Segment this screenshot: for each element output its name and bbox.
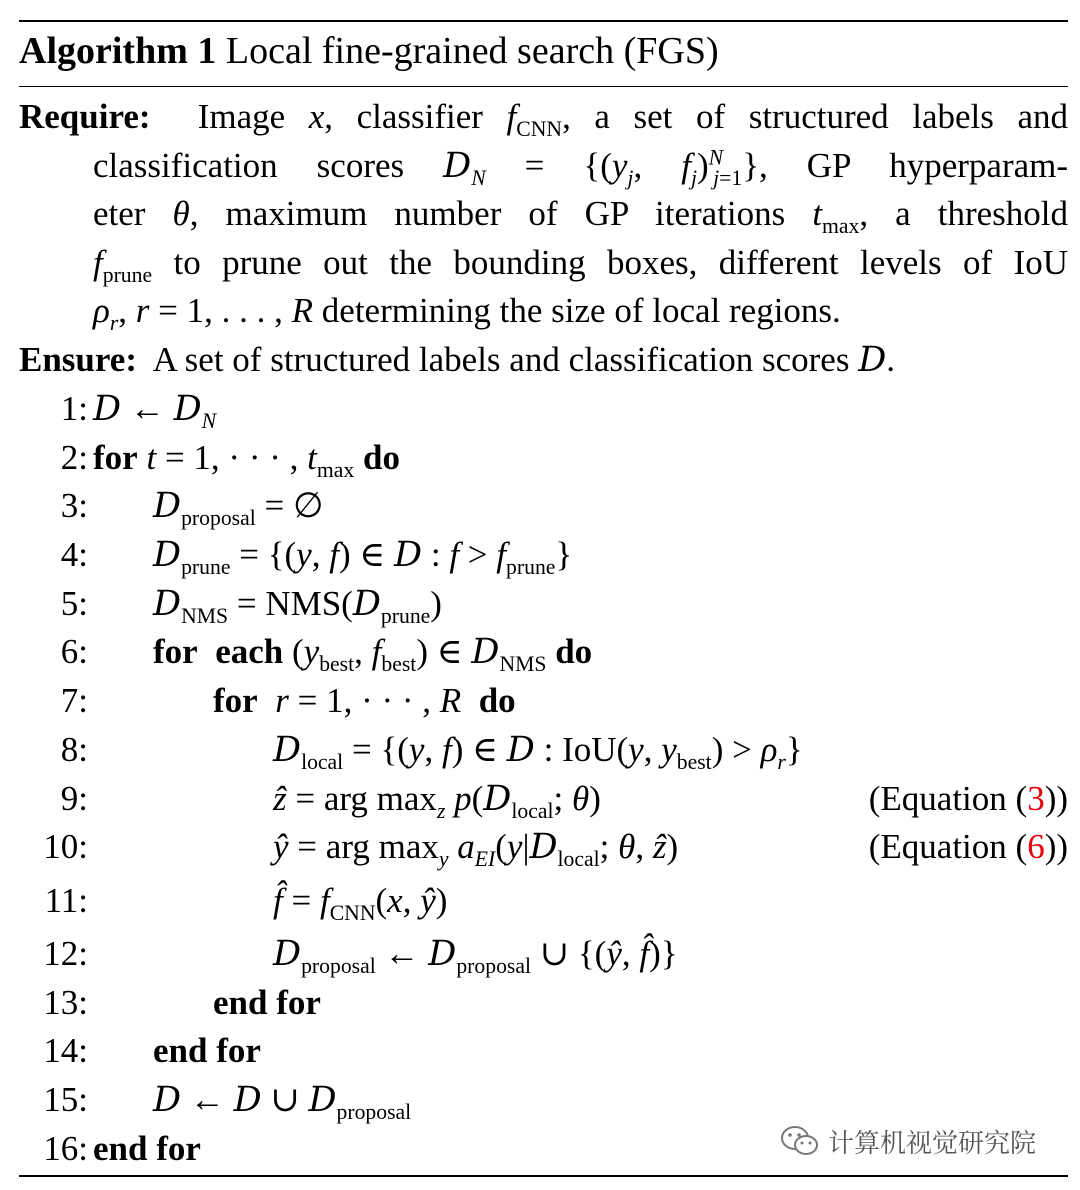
- top-rule: [19, 20, 1068, 22]
- step-number: 7:: [60, 681, 88, 721]
- step-number: 12:: [43, 933, 88, 973]
- require-line-5: $\rho_r$, r = 1, . . . , R determining the size of local regions.: [93, 291, 841, 336]
- require-line-2: classification scores $D_N = \{(y_j$, $f_j)^N_{j=1}$}, GP hyperparam-: [93, 144, 1069, 190]
- step-text: $D_{local} = \{(y$, f) ∈ D : IoU(y, $y_{best}) > \rho_r$}: [273, 729, 803, 774]
- step-number: 4:: [60, 535, 88, 575]
- step-number: 9:: [60, 778, 88, 818]
- step-3: [19, 482, 1068, 531]
- ensure-label: Ensure:: [19, 340, 137, 379]
- step-4: [19, 531, 1068, 580]
- algorithm-label: Algorithm 1: [19, 30, 217, 72]
- step-text: ŷ = arg $\max_y a_{EI}(y|D_{local}$; θ, ẑ): [273, 827, 679, 872]
- algorithm-steps: [19, 385, 1068, 1173]
- step-text: for r = 1, · · · , R do: [213, 681, 516, 721]
- step-text: for t = 1, · · · , $t_{max}$ do: [93, 437, 400, 482]
- step-text: end for: [93, 1128, 201, 1168]
- watermark: [780, 1120, 1036, 1162]
- step-10: [19, 823, 1068, 872]
- step-number: 3:: [60, 486, 88, 526]
- step-number: 13:: [43, 982, 88, 1022]
- step-8: [19, 726, 1068, 775]
- step-text: for each ($y_{best}$, $f_{best}$) ∈ $D_{NMS}$ do: [153, 632, 593, 677]
- step-12: [19, 930, 1068, 979]
- equation-link[interactable]: 3: [1027, 778, 1045, 818]
- step-6: [19, 628, 1068, 677]
- equation-link[interactable]: 6: [1027, 827, 1045, 867]
- step-number: 6:: [60, 632, 88, 672]
- algorithm-name: Local fine-grained search (FGS): [225, 30, 719, 72]
- step-number: 11:: [44, 880, 88, 920]
- step-2: [19, 434, 1068, 483]
- step-7: [19, 677, 1068, 726]
- wechat-icon: [780, 1124, 820, 1158]
- require-line-3: eter θ, maximum number of GP iterations $t_{max}$, a threshold: [93, 194, 1068, 239]
- step-text: D ← D ∪ $D_{proposal}$: [153, 1079, 412, 1124]
- ensure-block: Ensure: A set of structured labels and classification scores D.: [19, 340, 896, 380]
- equation-reference: (Equation (3)): [868, 778, 1068, 818]
- algorithm-title: [19, 23, 719, 79]
- step-number: 15:: [43, 1079, 88, 1119]
- require-label: Require:: [19, 97, 151, 136]
- step-text: D ← $D_N$: [93, 389, 217, 433]
- equation-reference: (Equation (6)): [868, 827, 1068, 867]
- require-line-4: $f_{prune}$ to prune out the bounding boxes, different levels of IoU: [93, 242, 1068, 287]
- step-13: [19, 979, 1068, 1028]
- step-text: $D_{prune} = \{(y$, f) ∈ D : $f > f_{prune}$}: [153, 535, 573, 580]
- step-11: [19, 872, 1068, 930]
- step-number: 2:: [60, 437, 88, 477]
- step-number: 10:: [43, 827, 88, 867]
- step-text: end for: [213, 982, 321, 1022]
- step-text: $D_{proposal}$ = ∅: [153, 486, 324, 531]
- watermark-text: 计算机视觉研究院: [828, 1128, 1037, 1159]
- step-text: end for: [153, 1031, 261, 1071]
- require-line-1: Require: Image x, classifier $f_{CNN}$, a set of structured labels and: [19, 97, 1068, 141]
- step-5: [19, 580, 1068, 629]
- step-number: 14:: [43, 1031, 88, 1071]
- step-number: 8:: [60, 729, 88, 769]
- step-number: 5:: [60, 583, 88, 623]
- step-text: f̂ = $f_{CNN}(x$, ŷ): [273, 880, 448, 925]
- step-14: [19, 1027, 1068, 1076]
- step-1: [19, 385, 1068, 434]
- step-text: $D_{NMS} = NMS(D_{prune})$: [153, 583, 442, 628]
- step-number: 1:: [60, 389, 88, 428]
- bottom-rule: [19, 1175, 1068, 1177]
- step-text: $D_{proposal}$ ← $D_{proposal}$ ∪ {(ŷ, f̂)}: [273, 933, 678, 978]
- title-rule: [19, 86, 1068, 87]
- step-text: ẑ = arg $\max_z p(D_{local}$; θ): [273, 778, 601, 823]
- step-15: [19, 1076, 1068, 1125]
- require-block: [19, 93, 1068, 336]
- step-number: 16:: [43, 1128, 88, 1168]
- step-9: [19, 775, 1068, 824]
